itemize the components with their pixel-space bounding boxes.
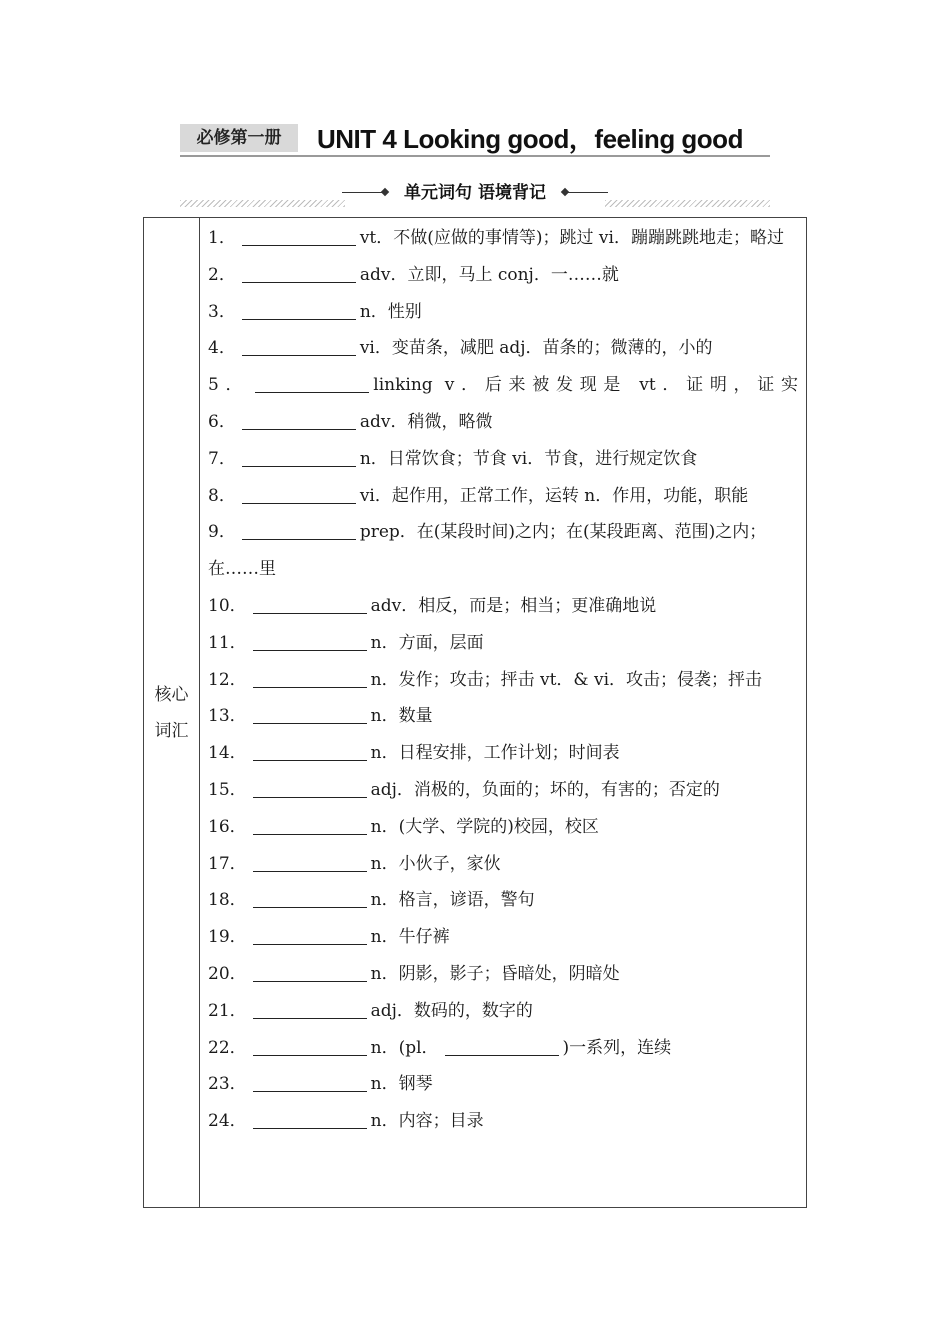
answer-blank[interactable] [253,706,367,724]
entry-number: 18． [208,890,247,911]
answer-blank[interactable] [253,927,367,945]
banner-center [340,178,610,206]
entry-number: 12． [208,669,247,690]
answer-blank[interactable] [253,670,367,688]
answer-blank[interactable] [242,449,356,467]
vocab-entry [208,772,798,809]
entry-number: 21． [208,1000,247,1021]
category-cell [144,218,200,1207]
answer-blank[interactable] [242,338,356,356]
entry-definition: )一系列，连续 [562,1037,672,1058]
entry-definition: n．数量 [370,706,433,727]
banner-line-right [568,192,608,193]
answer-blank[interactable] [253,1038,367,1056]
entry-definition: linking v．后来被发现是 vt．证明，证实 [373,375,798,396]
entry-definition: vt．不做(应做的事情等)；跳过 vi．蹦蹦跳跳地走；略过 [359,228,784,248]
answer-blank[interactable] [253,633,367,651]
plural-answer-blank[interactable] [445,1038,559,1056]
entry-number: 9． [208,522,236,543]
entry-definition: adv．相反，而是；相当；更准确地说 [370,595,657,616]
entry-definition: n．日常饮食；节食 vi．节食，进行规定饮食 [359,448,698,469]
entry-definition: n．牛仔裤 [370,927,450,948]
unit-title: UNIT 4 Looking good，feeling good [317,124,743,154]
answer-blank[interactable] [253,964,367,982]
book-tag: 必修第一册 [180,124,298,152]
answer-blank[interactable] [253,743,367,761]
page-header [180,122,770,158]
entry-definition: n．发作；攻击；抨击 vt．& vi．攻击；侵袭；抨击 [370,669,763,690]
answer-blank[interactable] [242,265,356,283]
entry-definition: n．阴影，影子；昏暗处，阴暗处 [370,963,620,984]
entry-number: 2． [208,264,236,285]
answer-blank[interactable] [253,1074,367,1092]
entry-number: 1． [208,228,236,248]
entry-definition: adv．立即，马上 conj．一……就 [359,264,619,285]
vocab-entry [208,257,798,294]
answer-blank[interactable] [253,596,367,614]
entry-number: 16． [208,816,247,837]
entry-definition: n．格言，谚语，警句 [370,890,535,911]
vocab-entry [208,514,798,588]
entry-definition: n．小伙子，家伙 [370,853,501,874]
entry-number: 19． [208,927,247,948]
answer-blank[interactable] [253,1001,367,1019]
entries-column [208,220,798,1140]
answer-blank[interactable] [242,228,356,246]
entry-definition: n．内容；目录 [370,1111,484,1132]
entry-definition: n．性别 [359,301,422,322]
hatch-left [180,200,345,207]
vocab-entry [208,220,798,257]
entry-definition: n．(大学、学院的)校园，校区 [370,816,599,837]
vocab-entry [208,330,798,367]
vocab-entry [208,919,798,956]
entry-definition: vi．起作用，正常工作，运转 n．作用，功能，职能 [359,485,749,506]
vocab-entry [208,478,798,515]
vocab-entry [208,698,798,735]
answer-blank[interactable] [253,854,367,872]
entry-number: 8． [208,485,236,506]
answer-blank[interactable] [253,890,367,908]
entry-definition: n．方面，层面 [370,632,484,653]
entry-definition-prefix: n．(pl． [370,1037,439,1058]
hatch-right [605,200,770,207]
entry-number: 17． [208,853,247,874]
vocab-entry [208,735,798,772]
entry-definition: prep．在(某段时间)之内；在(某段距离、范围)之内；在……里 [208,522,767,580]
answer-blank[interactable] [253,1111,367,1129]
entry-number: 11． [208,632,247,653]
entry-number: 4． [208,338,236,359]
vocab-entry [208,662,798,699]
answer-blank[interactable] [242,412,356,430]
entry-number: 3． [208,301,236,322]
entry-number: 15． [208,779,247,800]
entry-number: 5． [208,375,250,396]
header-rule [180,155,770,157]
entry-definition: vi．变苗条，减肥 adj．苗条的；微薄的，小的 [359,338,713,359]
entry-definition: n．钢琴 [370,1074,433,1095]
answer-blank[interactable] [253,780,367,798]
vocab-entry [208,882,798,919]
answer-blank[interactable] [242,302,356,320]
entry-definition: n．日程安排，工作计划；时间表 [370,743,620,764]
vocab-entry [208,588,798,625]
vocab-entry [208,404,798,441]
answer-blank[interactable] [253,817,367,835]
vocab-entry [208,993,798,1030]
vocab-entry [208,846,798,883]
vocab-entry [208,956,798,993]
vocab-entry [208,441,798,478]
vocab-table [143,217,807,1208]
vocab-entry [208,294,798,331]
entry-definition: adj．数码的，数字的 [370,1000,533,1021]
section-title: 单元词句 语境背记 [404,183,546,203]
entry-number: 13． [208,706,247,727]
category-label: 核心词汇 [154,684,189,741]
vocab-entry [208,1103,798,1140]
vocab-entry [208,1030,798,1067]
entry-number: 7． [208,448,236,469]
answer-blank[interactable] [255,375,369,393]
answer-blank[interactable] [242,522,356,540]
vocab-entry [208,625,798,662]
entry-number: 23． [208,1074,247,1095]
section-banner [180,178,770,208]
entry-number: 14． [208,743,247,764]
entry-definition: adj．消极的，负面的；坏的，有害的；否定的 [370,779,720,800]
vocab-entry [208,1066,798,1103]
vocab-entry [208,809,798,846]
answer-blank[interactable] [242,486,356,504]
entry-number: 22． [208,1037,247,1058]
entry-number: 24． [208,1111,247,1132]
entry-number: 20． [208,963,247,984]
entry-number: 6． [208,411,236,432]
entry-definition: adv．稍微，略微 [359,411,493,432]
entry-number: 10． [208,595,247,616]
vocab-entry [208,367,798,404]
